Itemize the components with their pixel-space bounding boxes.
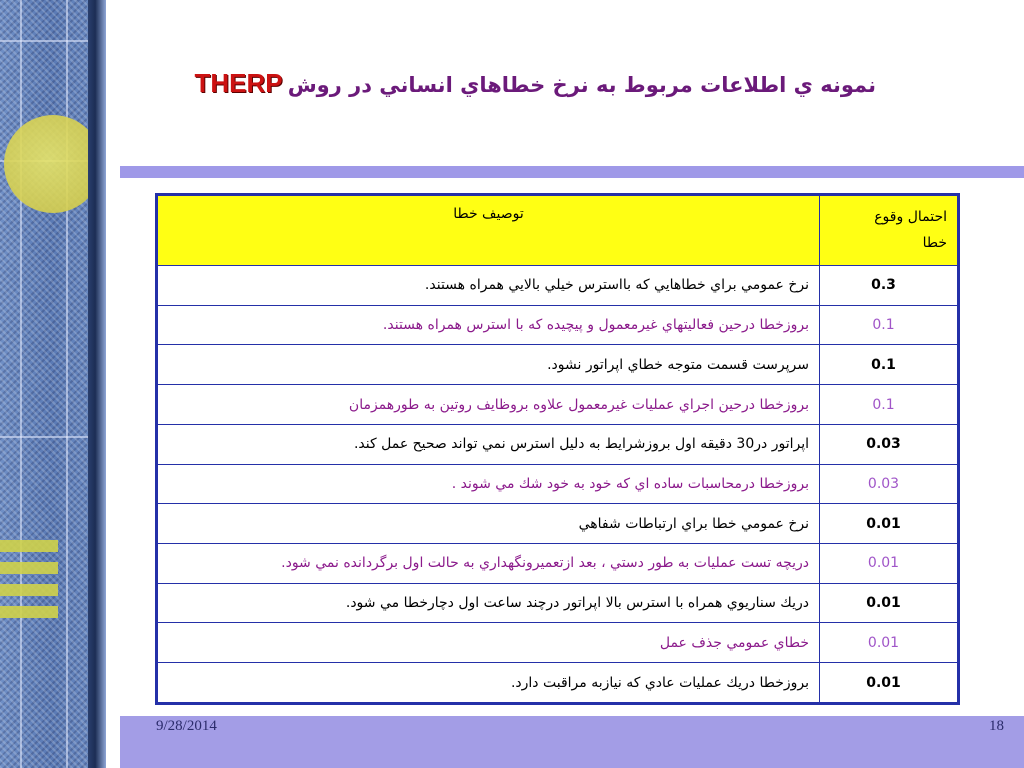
row-description: خطاي عمومي جذف عمل	[158, 623, 820, 663]
decorative-bar	[0, 584, 58, 596]
table-row	[158, 345, 958, 385]
row-probability: 0.01	[820, 504, 958, 544]
footer-date: 9/28/2014	[156, 718, 217, 734]
decorative-gridline	[66, 0, 68, 768]
row-description: بروزخطا درحين فعاليتهاي غيرمعمول و پيچيده كه با استرس همراه هستند.	[158, 305, 820, 345]
row-description: نرخ عمومي براي خطاهايي كه بااسترس خيلي بالايي همراه هستند.	[158, 266, 820, 306]
slide-title-acronym: THERP	[194, 68, 283, 98]
row-probability: 0.01	[820, 544, 958, 584]
decorative-bar	[0, 540, 58, 552]
row-probability: 0.1	[820, 385, 958, 425]
row-probability: 0.3	[820, 266, 958, 306]
row-probability: 0.03	[820, 424, 958, 464]
row-probability: 0.03	[820, 464, 958, 504]
row-probability: 0.01	[820, 583, 958, 623]
slide-title-text: نمونه ي اطلاعات مربوط به نرخ خطاهاي انساني در روش	[287, 73, 876, 97]
row-description: دريك سناريوي همراه با استرس بالا اپراتور درچند ساعت اول دچارخطا مي شود.	[158, 583, 820, 623]
decorative-bar	[0, 606, 58, 618]
header-probability-line1: احتمال وقوع	[874, 209, 947, 225]
table-row	[158, 305, 958, 345]
table-row	[158, 623, 958, 663]
row-probability: 0.1	[820, 305, 958, 345]
row-description: نرخ عمومي خطا براي ارتباطات شفاهي	[158, 504, 820, 544]
table-row	[158, 266, 958, 306]
row-description: اپراتور در30 دقيقه اول بروزشرايط به دليل استرس نمي تواند صحيح عمل كند.	[158, 424, 820, 464]
table-row	[158, 504, 958, 544]
header-description: توصيف خطا	[158, 196, 820, 266]
table-row	[158, 544, 958, 584]
table-header-row	[158, 196, 958, 266]
title-divider-band	[120, 166, 1024, 178]
header-probability-line2: خطا	[922, 235, 947, 251]
decorative-gridline	[20, 0, 22, 768]
row-description: بروزخطا دريك عمليات عادي كه نيازبه مراقبت دارد.	[158, 663, 820, 703]
table-row	[158, 583, 958, 623]
error-rate-table	[155, 193, 960, 705]
table-row	[158, 663, 958, 703]
row-description: بروزخطا درحين اجراي عمليات غيرمعمول علاوه بروظايف روتين به طورهمزمان	[158, 385, 820, 425]
row-description: سرپرست قسمت متوجه خطاي اپراتور نشود.	[158, 345, 820, 385]
table-row	[158, 464, 958, 504]
row-probability: 0.1	[820, 345, 958, 385]
row-description: بروزخطا درمحاسبات ساده اي كه خود به خود شك مي شوند .	[158, 464, 820, 504]
row-probability: 0.01	[820, 623, 958, 663]
table-row	[158, 424, 958, 464]
error-rate-table-grid	[157, 195, 958, 703]
header-probability	[820, 196, 958, 266]
decorative-bar	[0, 562, 58, 574]
slide-title	[160, 68, 876, 108]
slide-footer	[120, 716, 1024, 768]
decorative-edge-shadow	[88, 0, 106, 768]
row-description: دريچه تست عمليات به طور دستي ، بعد ازتعميرونگهداري به حالت اول برگردانده نمي شود.	[158, 544, 820, 584]
footer-page-number: 18	[989, 718, 1004, 734]
row-probability: 0.01	[820, 663, 958, 703]
table-row	[158, 385, 958, 425]
